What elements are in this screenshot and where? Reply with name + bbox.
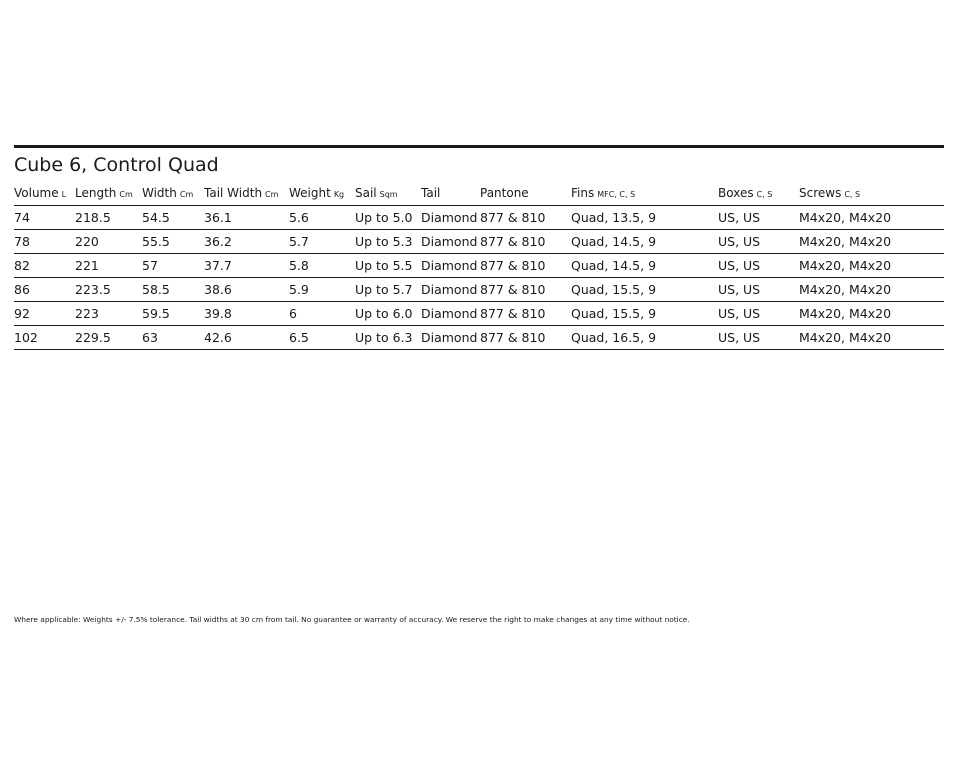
table-cell: 229.5: [75, 326, 142, 350]
table-cell: 877 & 810: [480, 302, 571, 326]
column-header: [204, 181, 289, 206]
table-row: [14, 302, 944, 326]
table-cell: Diamond: [421, 302, 480, 326]
table-cell: Quad, 15.5, 9: [571, 302, 718, 326]
table-cell: Quad, 14.5, 9: [571, 254, 718, 278]
table-cell: 5.8: [289, 254, 355, 278]
table-cell: 54.5: [142, 206, 204, 230]
table-cell: Diamond: [421, 278, 480, 302]
header-row: [14, 181, 944, 206]
table-cell: 55.5: [142, 230, 204, 254]
table-cell: 218.5: [75, 206, 142, 230]
table-cell: US, US: [718, 278, 799, 302]
table-cell: 36.1: [204, 206, 289, 230]
table-cell: Up to 5.5: [355, 254, 421, 278]
table-cell: 5.6: [289, 206, 355, 230]
table-cell: Up to 6.3: [355, 326, 421, 350]
table-row: [14, 278, 944, 302]
page-title: Cube 6, Control Quad: [14, 154, 219, 176]
column-header: [75, 181, 142, 206]
table-cell: Quad, 13.5, 9: [571, 206, 718, 230]
table-cell: 63: [142, 326, 204, 350]
table-cell: 5.9: [289, 278, 355, 302]
column-header: [799, 181, 944, 206]
column-header-unit: Cm: [119, 190, 133, 199]
column-header: [421, 181, 480, 206]
table-cell: 877 & 810: [480, 254, 571, 278]
table-header: [14, 181, 944, 206]
table-cell: 223: [75, 302, 142, 326]
table-cell: Up to 5.0: [355, 206, 421, 230]
table-cell: US, US: [718, 326, 799, 350]
table-cell: 877 & 810: [480, 206, 571, 230]
column-header: [355, 181, 421, 206]
column-header-label: Volume: [14, 186, 59, 200]
spec-table: [14, 181, 944, 350]
table-cell: M4x20, M4x20: [799, 278, 944, 302]
table-cell: 78: [14, 230, 75, 254]
table-cell: 39.8: [204, 302, 289, 326]
column-header: [571, 181, 718, 206]
column-header-label: Tail Width: [204, 186, 263, 200]
column-header: [289, 181, 355, 206]
column-header-label: Boxes: [718, 186, 754, 200]
table-cell: 92: [14, 302, 75, 326]
table-cell: US, US: [718, 254, 799, 278]
table-cell: Quad, 16.5, 9: [571, 326, 718, 350]
column-header-unit: Sqm: [379, 190, 398, 199]
table-cell: 74: [14, 206, 75, 230]
table-cell: Diamond: [421, 230, 480, 254]
column-header-unit: MFC, C, S: [597, 190, 636, 199]
table-cell: 38.6: [204, 278, 289, 302]
table-row: [14, 206, 944, 230]
column-header-label: Length: [75, 186, 117, 200]
column-header-unit: C, S: [756, 190, 773, 199]
top-rule: [14, 145, 944, 148]
column-header: [480, 181, 571, 206]
table-cell: Quad, 14.5, 9: [571, 230, 718, 254]
table-cell: Diamond: [421, 326, 480, 350]
table-cell: M4x20, M4x20: [799, 206, 944, 230]
table-row: [14, 254, 944, 278]
table-cell: 36.2: [204, 230, 289, 254]
table-cell: 58.5: [142, 278, 204, 302]
table-cell: US, US: [718, 206, 799, 230]
column-header: [142, 181, 204, 206]
table-cell: M4x20, M4x20: [799, 230, 944, 254]
table-cell: Up to 5.3: [355, 230, 421, 254]
table-cell: 37.7: [204, 254, 289, 278]
table-cell: 57: [142, 254, 204, 278]
column-header-unit: Kg: [333, 190, 345, 199]
table-row: [14, 230, 944, 254]
table-cell: US, US: [718, 230, 799, 254]
table-cell: 877 & 810: [480, 230, 571, 254]
table-cell: M4x20, M4x20: [799, 326, 944, 350]
table-cell: 220: [75, 230, 142, 254]
table-cell: 223.5: [75, 278, 142, 302]
table-cell: 5.7: [289, 230, 355, 254]
table-cell: 59.5: [142, 302, 204, 326]
column-header-label: Screws: [799, 186, 842, 200]
table-cell: 221: [75, 254, 142, 278]
table-cell: M4x20, M4x20: [799, 302, 944, 326]
column-header: [718, 181, 799, 206]
table-cell: Up to 5.7: [355, 278, 421, 302]
table-cell: 877 & 810: [480, 326, 571, 350]
table-body: [14, 206, 944, 350]
column-header-label: Pantone: [480, 186, 529, 200]
column-header: [14, 181, 75, 206]
table-cell: Diamond: [421, 206, 480, 230]
column-header-label: Tail: [421, 186, 441, 200]
table-row: [14, 326, 944, 350]
footnote: Where applicable: Weights +/- 7.5% tolerance. Tail widths at 30 cm from tail. No guarantee or warranty of accuracy. We reserve the right to make changes at any time without notice.: [14, 615, 690, 624]
table-cell: 102: [14, 326, 75, 350]
column-header-unit: L: [61, 190, 67, 199]
table-cell: 6: [289, 302, 355, 326]
column-header-unit: Cm: [179, 190, 194, 199]
column-header-label: Fins: [571, 186, 595, 200]
table-cell: 86: [14, 278, 75, 302]
table-cell: Diamond: [421, 254, 480, 278]
column-header-label: Width: [142, 186, 177, 200]
table-cell: 42.6: [204, 326, 289, 350]
column-header-unit: C, S: [844, 190, 861, 199]
table-cell: US, US: [718, 302, 799, 326]
table-cell: 877 & 810: [480, 278, 571, 302]
spec-sheet: [14, 145, 944, 350]
table-cell: 82: [14, 254, 75, 278]
table-cell: Quad, 15.5, 9: [571, 278, 718, 302]
column-header-unit: Cm: [265, 190, 279, 199]
table-cell: M4x20, M4x20: [799, 254, 944, 278]
column-header-label: Weight: [289, 186, 331, 200]
table-cell: 6.5: [289, 326, 355, 350]
table-cell: Up to 6.0: [355, 302, 421, 326]
column-header-label: Sail: [355, 186, 377, 200]
